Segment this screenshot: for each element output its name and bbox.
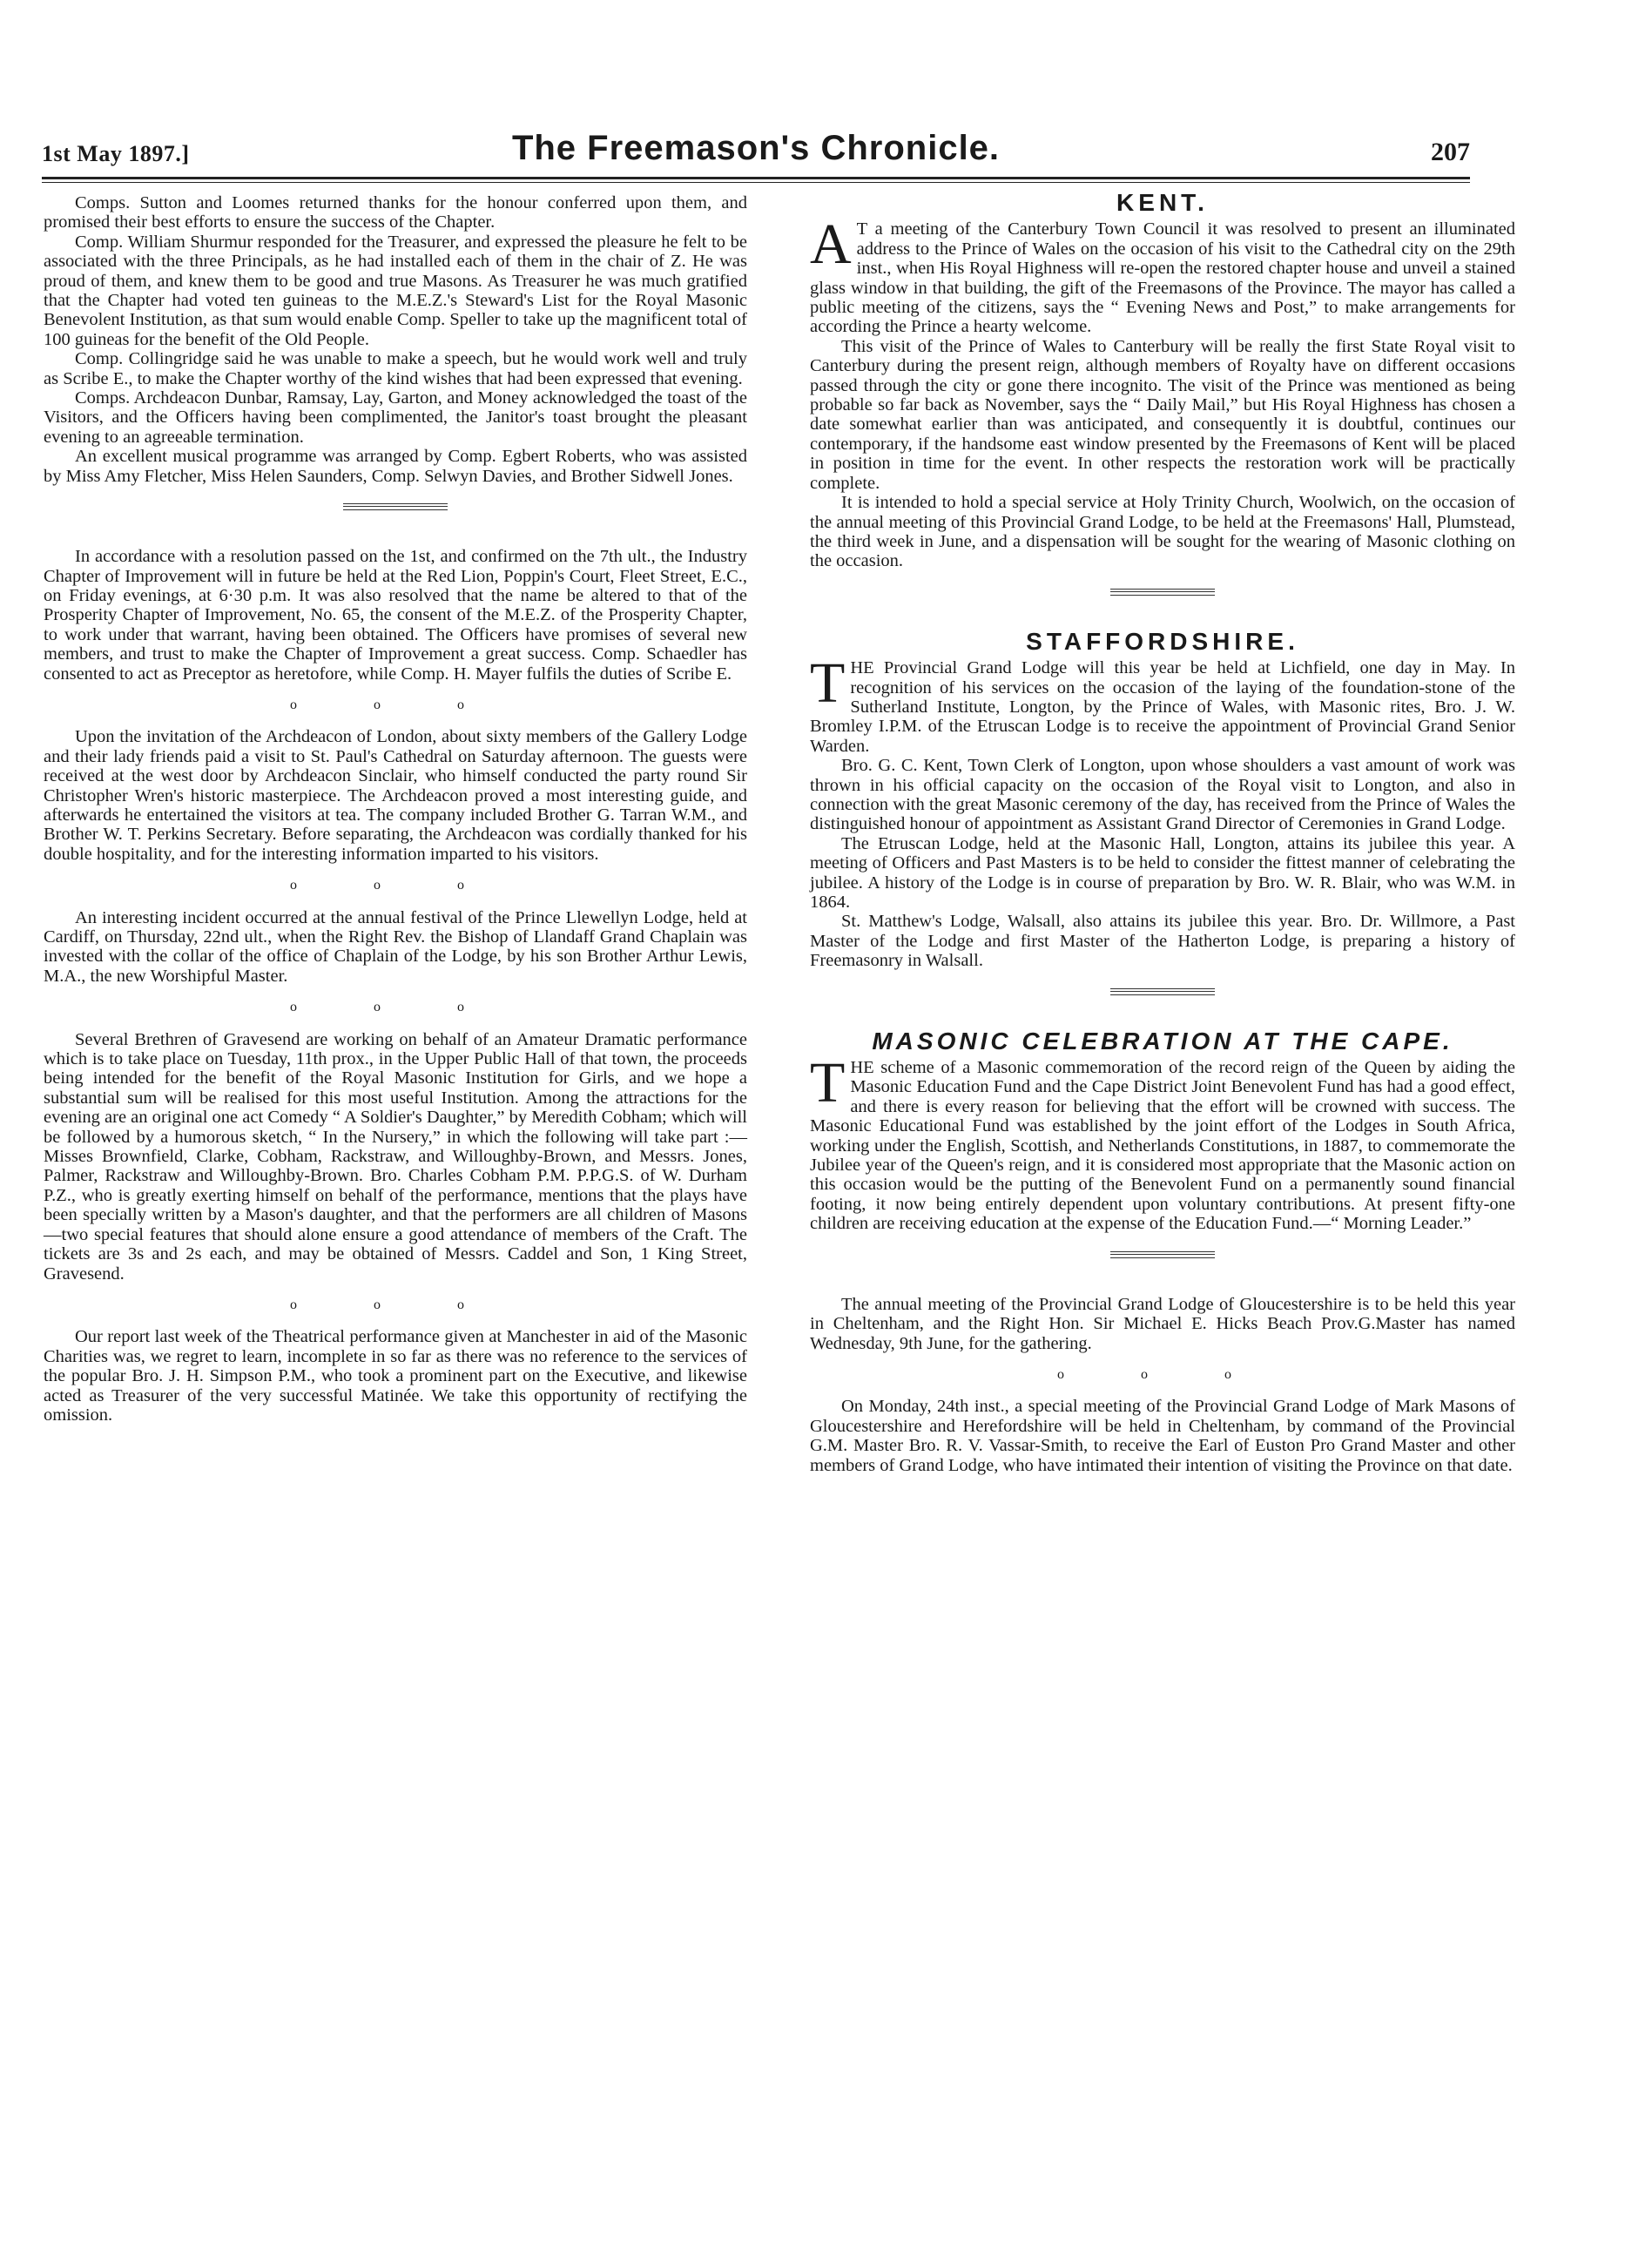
paragraph: An excellent musical programme was arranged by Comp. Egbert Roberts, who was assisted by Miss Amy Fletcher, Miss Helen Saunders, Comp. Selwyn Davies, and Brother Sidwell Jones. [44, 447, 747, 486]
paragraph: Comps. Archdeacon Dunbar, Ramsay, Lay, Garton, and Money acknowledged the toast of the Visitors, and the Officers having been complimented, the Janitor's toast brought the pleasant evening to an agreeable termination. [44, 388, 747, 447]
page-number: 207 [1431, 138, 1470, 166]
section-divider [1110, 589, 1215, 596]
header-rule [42, 177, 1470, 179]
paragraph: On Monday, 24th inst., a special meeting of the Provincial Grand Lodge of Mark Masons of Gloucestershire and Herefordshire will be held in Cheltenham, by command of the Provincial G.M. Master Bro. R. V. Vassar-Smith, to receive the Earl of Euston Pro Grand Master and other members of Grand Lodge, who have intimated their intention of visiting the Province on that date. [810, 1397, 1515, 1475]
paragraph: Comp. Collingridge said he was unable to make a speech, but he would work well and truly as Scribe E., to make the Chapter worthy of the kind wishes that had been expressed that evening. [44, 349, 747, 388]
paragraph: THE scheme of a Masonic commemoration of the record reign of the Queen by aiding the Masonic Education Fund and the Cape District Joint Benevolent Fund has had a good effect, and there is every reason for believing that the effort will be crowned with success. The Masonic Educational Fund was established by the joint effort of the Lodges in South Africa, working under the English, Scottish, and Netherlands Constitutions, in 1887, to commemorate the Jubilee year of the Queen's reign, and it is considered most appropriate that the Masonic action on this occasion would be the putting of the Benevolent Fund on a permanently sound financial footing, it now being entirely dependent upon voluntary contributions. At present fifty-one children are receiving education at the expense of the Education Fund.—“ Morning Leader.” [810, 1051, 1515, 1234]
section-divider [343, 503, 448, 510]
paragraph: St. Matthew's Lodge, Walsall, also attains its jubilee this year. Bro. Dr. Willmore, a Past Master of the Lodge and first Master of the Hatherton Lodge, is preparing a history of Freemasonry in Walsall. [810, 912, 1515, 971]
drop-cap: T [810, 651, 846, 716]
paragraph: Upon the invitation of the Archdeacon of London, about sixty members of the Gallery Lodge and their lady friends paid a visit to St. Paul's Cathedral on Saturday afternoon. The guests were received at the west door by Archdeacon Sinclair, who himself conducted the party round Sir Christopher Wren's historic masterpiece. The Archdeacon proved a most interesting guide, and afterwards he entertained the visitors at tea. The company included Brother G. Tarran W.M., and Brother W. T. Perkins Secretary. Before separating, the Archdeacon was cordially thanked for his double hospitality, and for the interesting information imparted to his visitors. [44, 727, 747, 864]
left-column [44, 193, 747, 1425]
section-dots: o o o [290, 1000, 501, 1015]
masthead [42, 129, 1470, 172]
paragraph: Our report last week of the Theatrical performance given at Manchester in aid of the Masonic Charities was, we regret to learn, incomplete in so far as there was no reference to the services of the popular Bro. J. H. Simpson P.M., who took a prominent part on the Executive, and likewise acted as Treasurer of the very successful Matinée. We take this opportunity of rectifying the omission. [44, 1327, 747, 1425]
section-dots: o o o [290, 1297, 501, 1312]
issue-date: 1st May 1897.] [42, 141, 190, 166]
paragraph: A T a meeting of the Canterbury Town Council it was resolved to present an illuminated address to the Prince of Wales on the occasion of his visit to the Cathedral city on the 29th inst., when His Royal Highness will re-open the restored chapter house and unveil a stained glass window in that building, the gift of the Freemasons of the Province. The mayor has called a public meeting of the citizens, says the “ Evening News and Post,” to make arrangements for according the Prince a hearty welcome. [810, 212, 1515, 337]
drop-cap: A [810, 212, 852, 277]
paragraph: Several Brethren of Gravesend are working on behalf of an Amateur Dramatic performance which is to take place on Tuesday, 11th prox., in the Upper Public Hall of that town, the proceeds being intended for the benefit of the Royal Masonic Institution for Girls, and we hope a substantial sum will be realised for this most useful Institution. Among the attractions for the evening are an original one act Comedy “ A Soldier's Daughter,” by Meredith Cobham; which will be followed by a humorous sketch, “ In the Nursery,” in which the following will take part :—Misses Brownfield, Clarke, Cobham, Rackstraw, and Willoughby-Brown, and Messrs. Jones, Palmer, Rackstraw and Willoughby-Brown. Bro. Charles Cobham P.M. P.P.G.S. of W. Durham P.Z., who is greatly exerting himself on behalf of the performance, mentions that the plays have been specially written by a Mason's daughter, and that the performers are all children of Masons—two special features that should alone ensure a good attendance of members of the Craft. The tickets are 3s and 2s each, and may be obtained of Messrs. Caddel and Son, 1 King Street, Gravesend. [44, 1029, 747, 1284]
header-rule-thin [42, 182, 1470, 183]
right-column [810, 189, 1515, 1475]
paragraph: An interesting incident occurred at the annual festival of the Prince Llewellyn Lodge, held at Cardiff, on Thursday, 22nd ult., when the Right Rev. the Bishop of Llandaff Grand Chaplain was invested with the collar of the office of Chaplain of the Lodge, by his son Brother Arthur Lewis, M.A., the new Worshipful Master. [44, 907, 747, 986]
publication-title: The Freemason's Chronicle. [511, 129, 1001, 167]
paragraph: Comps. Sutton and Loomes returned thanks for the honour conferred upon them, and promised their best efforts to ensure the success of the Chapter. [44, 193, 747, 232]
section-heading-kent: KENT. [1116, 189, 1209, 216]
section-dots: o o o [290, 878, 501, 893]
paragraph: This visit of the Prince of Wales to Canterbury will be really the first State Royal visit to Canterbury during the present reign, although members of Royalty have on different occasions passed through the city or gone there incognito. The visit of the Prince was mentioned as being probable so far back as November, says the “ Daily Mail,” but His Royal Highness has chosen a date somewhat earlier than was anticipated, and consequently it is doubtful, continues our contemporary, if the handsome east window presented by the Freemasons of Kent will be placed in position in time for the event. In other respects the restoration work will be practically complete. [810, 336, 1515, 493]
paragraph: In accordance with a resolution passed on the 1st, and confirmed on the 7th ult., the Industry Chapter of Improvement will in future be held at the Red Lion, Poppin's Court, Fleet Street, E.C., on Friday evenings, at 6·30 p.m. It was also resolved that the name be altered to that of the Prosperity Chapter of Improvement, No. 65, the consent of the M.E.Z. of the Prosperity Chapter, to work under that warrant, having been obtained. The Officers have promises of several new members, and trust to make the Chapter of Improvement a great success. Comp. Schaedler has consented to act as Preceptor as heretofore, while Comp. H. Mayer fulfils the duties of Scribe E. [44, 547, 747, 684]
section-dots: o o o [1057, 1366, 1268, 1382]
drop-cap: T [810, 1051, 846, 1115]
section-heading-staffordshire: STAFFORDSHIRE. [1026, 627, 1299, 655]
paragraph: The annual meeting of the Provincial Grand Lodge of Gloucestershire is to be held this year in Cheltenham, and the Right Hon. Sir Michael E. Hicks Beach Prov.G.Master has named Wednesday, 9th June, for the gathering. [810, 1294, 1515, 1353]
section-divider [1110, 988, 1215, 995]
paragraph: It is intended to hold a special service at Holy Trinity Church, Woolwich, on the occasion of the annual meeting of this Provincial Grand Lodge, to be held at the Freemasons' Hall, Plumstead, the third week in June, and a dispensation will be sought for the wearing of Masonic clothing on the occasion. [810, 493, 1515, 571]
section-heading-cape: MASONIC CELEBRATION AT THE CAPE. [872, 1027, 1453, 1055]
paragraph: THE Provincial Grand Lodge will this year be held at Lichfield, one day in May. In recognition of his services on the occasion of the laying of the foundation-stone of the Sutherland Institute, Longton, by the Prince of Wales, with Masonic rites, Bro. J. W. Bromley I.P.M. of the Etruscan Lodge is to receive the appointment of Provincial Grand Senior Warden. [810, 651, 1515, 756]
paragraph: Bro. G. C. Kent, Town Clerk of Longton, upon whose shoulders a vast amount of work was thrown in his official capacity on the occasion of the Royal visit to Longton, and also in connection with the great Masonic ceremony of the day, has received from the Prince of Wales the distinguished honour of appointment as Assistant Grand Director of Ceremonies in Grand Lodge. [810, 756, 1515, 834]
section-divider [1110, 1251, 1215, 1258]
paragraph: The Etruscan Lodge, held at the Masonic Hall, Longton, attains its jubilee this year. A meeting of Officers and Past Masters is to be held to consider the fittest manner of celebrating the jubilee. A history of the Lodge is in course of preparation by Bro. W. R. Blair, who was W.M. in 1864. [810, 833, 1515, 912]
section-dots: o o o [290, 697, 501, 712]
paragraph: Comp. William Shurmur responded for the Treasurer, and expressed the pleasure he felt to be associated with the three Principals, as he had installed each of them in the chair of Z. He was proud of them, and knew them to be good and true Masons. As Treasurer he was much gratified that the Chapter had voted ten guineas to the M.E.Z.'s Steward's List for the Royal Masonic Benevolent Institution, as that sum would enable Comp. Speller to take up the magnificent total of 100 guineas for the benefit of the Old People. [44, 232, 747, 349]
